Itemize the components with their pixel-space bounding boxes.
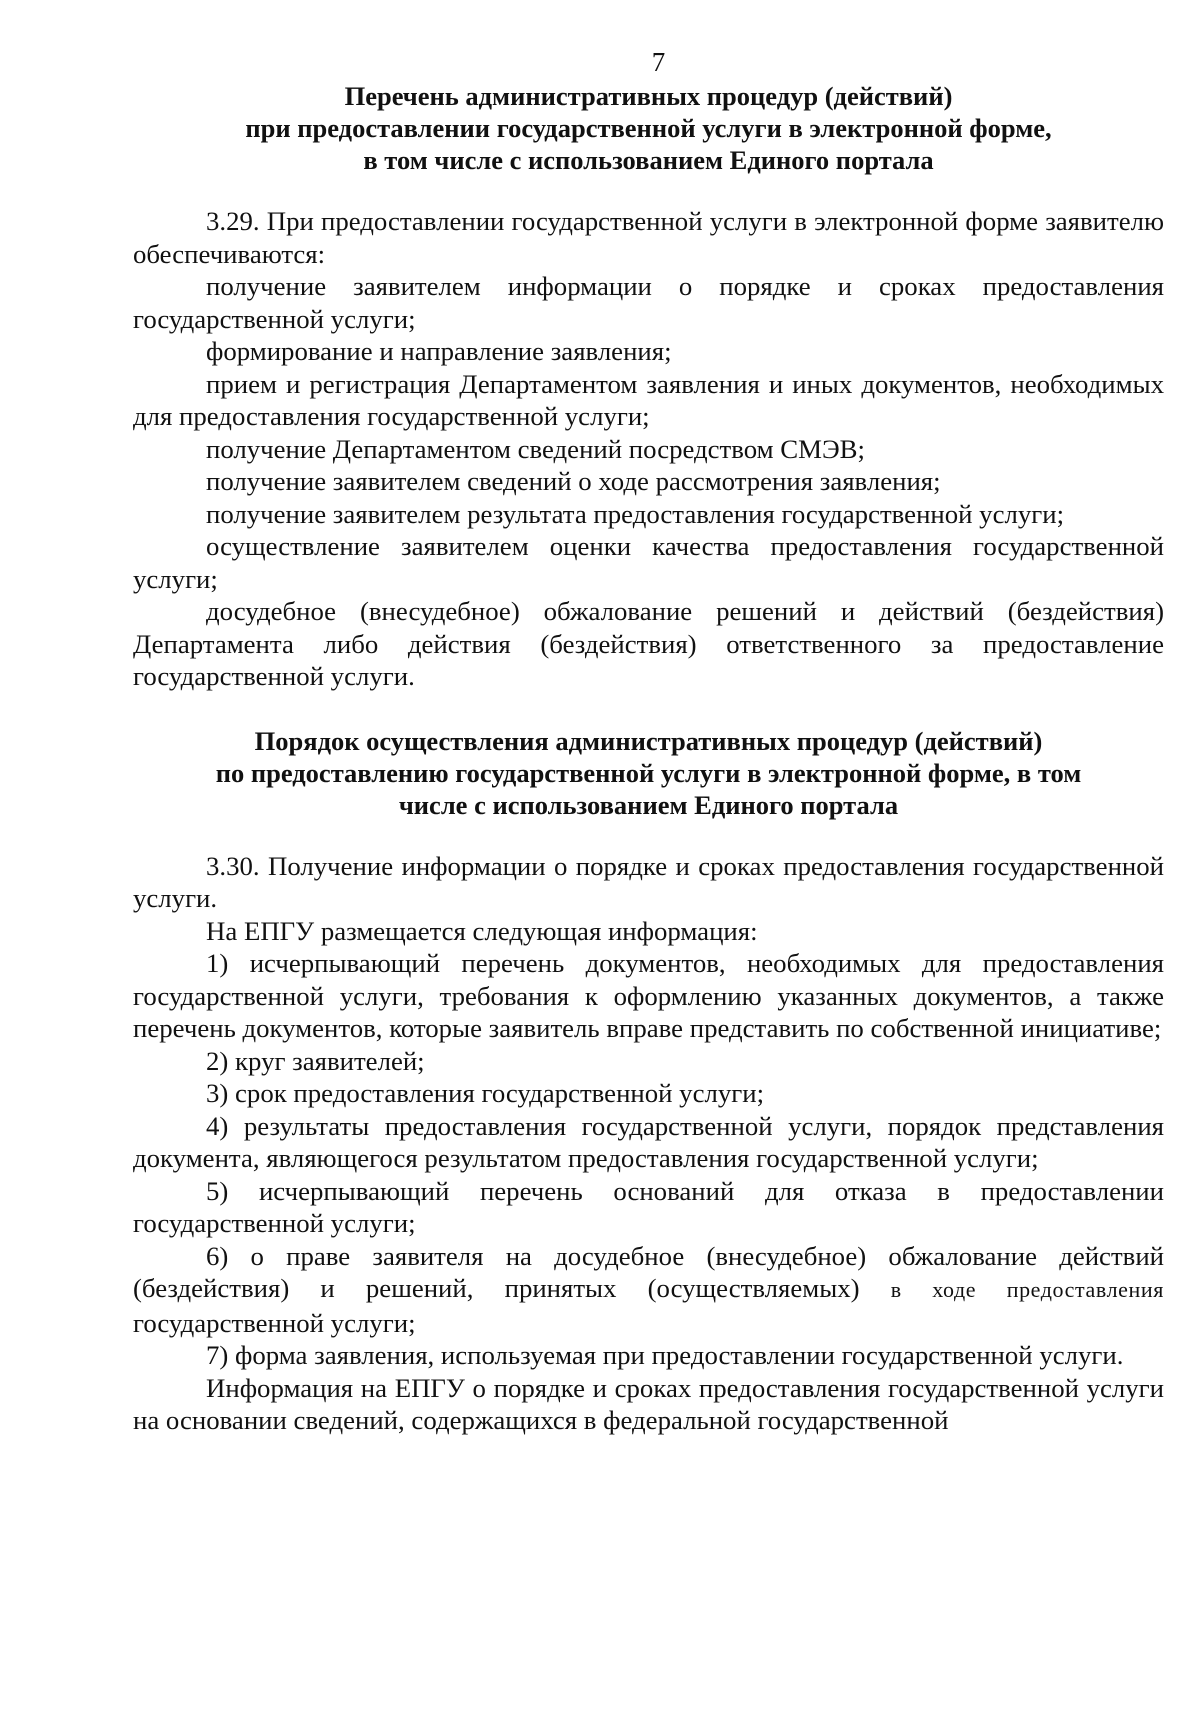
paragraph: получение заявителем информации о порядке и сроках предоставления государственной услуги; [133,271,1164,334]
paragraph: получение заявителем сведений о ходе рассмотрения заявления; [206,466,941,496]
paragraph: 3.30. Получение информации о порядке и сроках предоставления государственной услуги. [133,850,1164,913]
list-item: 1) исчерпывающий перечень документов, необходимых для предоставления государственной услуги, требования к оформлению указанных документов, а также перечень документов, которые заявитель вправе представить по собственной инициативе; [133,948,1164,1043]
heading-line: по предоставлению государственной услуги в электронной форме, в том [215,757,1082,788]
list-item: 4) результаты предоставления государственной услуги, порядок представления документа, являющегося результатом предоставления государственной услуги; [133,1110,1164,1173]
list-item [133,1240,1164,1340]
paragraph: 3.29. При предоставлении государственной услуги в электронной форме заявителю обеспечиваются: [133,206,1164,269]
heading-line: числе с использованием Единого портала [398,789,899,820]
section-3-30 [133,850,1164,1437]
paragraph: осуществление заявителем оценки качества предоставления государственной услуги; [133,531,1164,594]
paragraph: На ЕПГУ размещается следующая информация: [206,915,758,946]
heading-line: при предоставлении государственной услуги в электронной форме, [245,113,1052,143]
list-item-text: государственной услуги; [133,1307,416,1338]
section-heading-procedures-list [133,80,1164,176]
page-number: 7 [651,47,666,77]
heading-line: Порядок осуществления административных процедур (действий) [254,725,1043,756]
heading-line: в том числе с использованием Единого портала [363,145,934,175]
heading-line: Перечень административных процедур (действий) [344,81,953,111]
paragraph: получение заявителем результата предоставления государственной услуги; [206,498,1065,529]
list-item: 5) исчерпывающий перечень оснований для отказа в предоставлении государственной услуги; [133,1175,1164,1238]
paragraph: получение Департаментом сведений посредством СМЭВ; [206,433,865,464]
list-item: 2) круг заявителей; [206,1045,425,1076]
list-item-text: 6) о праве заявителя на досудебное (внесудебное) обжалование действий (бездействия) и решений, принятых (осуществляемых) [133,1240,1164,1303]
list-item-text-small: в ходе предоставления [890,1277,1165,1302]
paragraph: досудебное (внесудебное) обжалование решений и действий (бездействия) Департамента либо действия (бездействия) ответственного за предоставление государственной услуги. [133,596,1164,691]
section-heading-procedures-order [133,725,1164,821]
paragraph: формирование и направление заявления; [206,336,672,366]
list-item: 7) форма заявления, используемая при предоставлении государственной услуги. [206,1340,1124,1370]
section-3-29 [133,205,1164,693]
paragraph: Информация на ЕПГУ о порядке и сроках предоставления государственной услуги на основании сведений, содержащихся в федеральной государственной [133,1372,1164,1435]
paragraph: прием и регистрация Департаментом заявления и иных документов, необходимых для предоставления государственной услуги; [133,368,1164,431]
document-page [133,46,1164,1437]
list-item: 3) срок предоставления государственной услуги; [206,1078,765,1108]
